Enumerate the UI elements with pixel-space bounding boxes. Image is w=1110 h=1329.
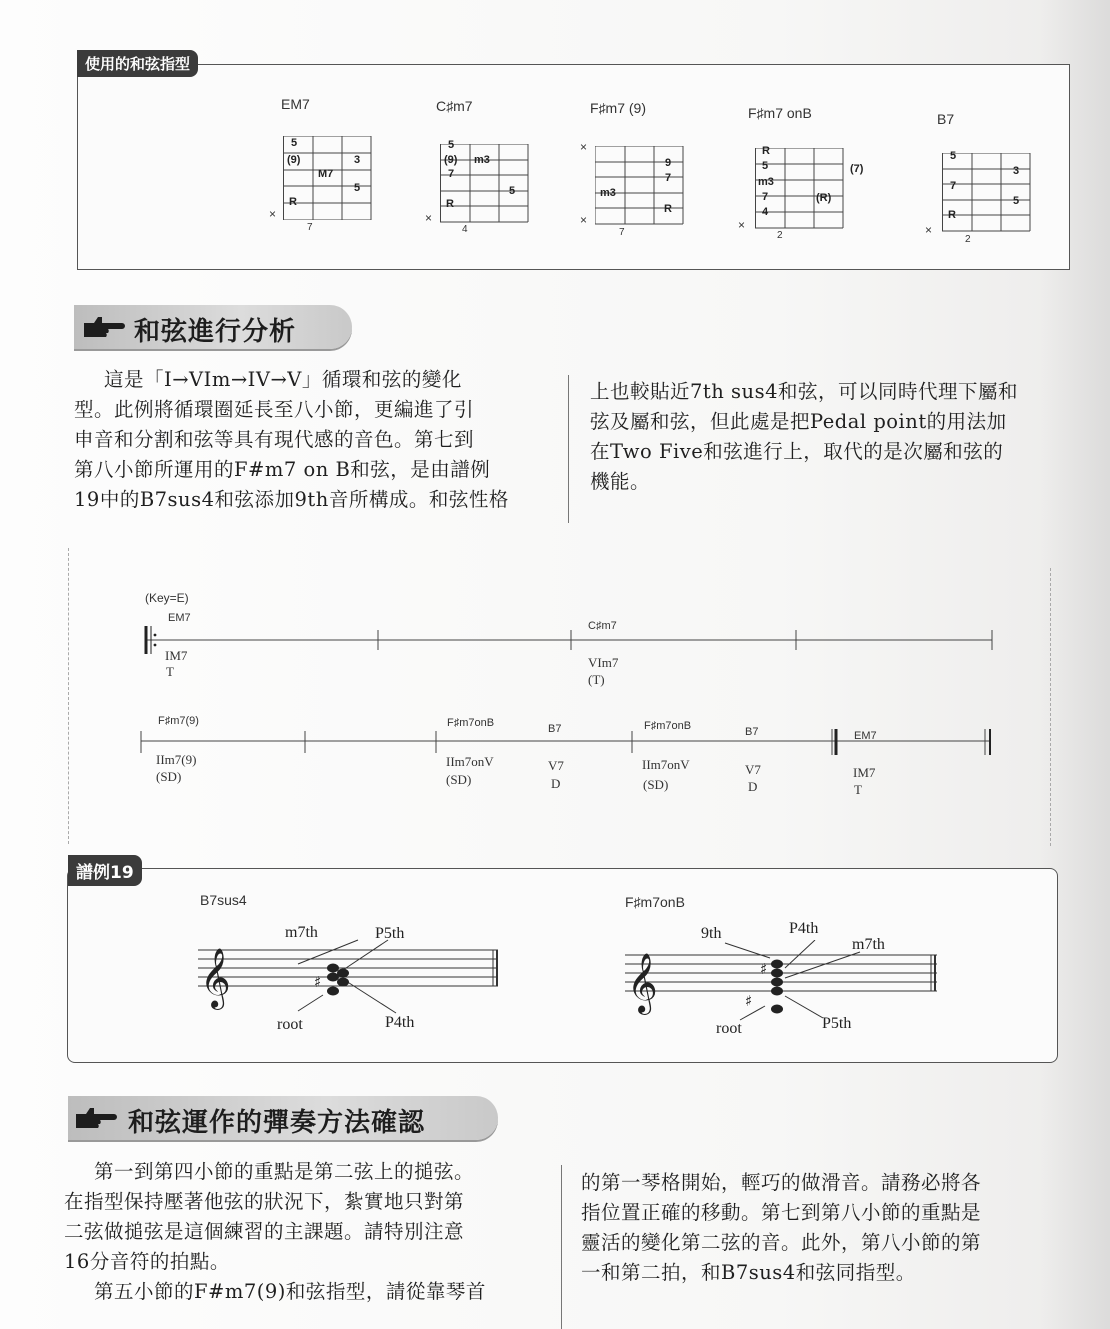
chord-symbol: B7 — [548, 723, 562, 735]
roman-numeral: IIm7(9) — [156, 752, 197, 767]
text-line: 在指型保持壓著他弦的狀況下，紮實地只對第 — [64, 1190, 465, 1213]
function-label: (SD) — [446, 772, 472, 787]
paragraph-right — [590, 377, 1018, 497]
roman-numeral: IIm7onV — [446, 754, 494, 769]
finger-mark: R — [762, 145, 770, 157]
finger-mark: 7 — [665, 172, 672, 184]
finger-mark: m3 — [758, 176, 774, 188]
interval-label: root — [277, 1016, 303, 1033]
roman-numeral: IIm7onV — [642, 757, 690, 772]
finger-mark: m3 — [600, 187, 616, 199]
finger-mark: (9) — [444, 154, 458, 166]
svg-text:𝄞: 𝄞 — [200, 948, 231, 1008]
mute-mark: × — [580, 213, 588, 227]
text-line: 機能。 — [590, 470, 651, 493]
text-line: 第五小節的F#m7(9)和弦指型，請從靠琴首 — [94, 1280, 486, 1303]
fret-number: 7 — [307, 222, 313, 233]
text-line: 一和第二拍，和B7sus4和弦同指型。 — [581, 1261, 916, 1284]
chord-forms-box — [77, 64, 1070, 270]
interval-label: root — [716, 1020, 742, 1037]
key-label: (Key=E) — [145, 591, 189, 605]
text-line: 19中的B7sus4和弦添加9th音所構成。和弦性格 — [74, 488, 509, 511]
text-line: 這是「I→VIm→IV→V」循環和弦的變化 — [104, 368, 462, 391]
finger-mark: (9) — [287, 154, 301, 166]
finger-mark: M7 — [318, 168, 334, 180]
paragraph-left — [74, 365, 509, 515]
finger-mark: 5 — [762, 160, 769, 172]
fret-number: 2 — [777, 230, 783, 241]
staff-right — [625, 940, 945, 1024]
roman-numeral: VIm7 — [588, 655, 619, 670]
svg-text:♯: ♯ — [314, 973, 322, 991]
fret-number: 2 — [965, 234, 971, 245]
finger-mark: (R) — [816, 192, 832, 204]
finger-mark: 5 — [950, 150, 957, 162]
text-line: 型。此例將循環圈延長至八小節，更編進了引 — [74, 398, 475, 421]
function-label: D — [551, 776, 561, 791]
interval-label: 9th — [701, 925, 722, 942]
interval-label: P4th — [789, 920, 819, 937]
finger-mark: R — [664, 203, 672, 215]
text-line: 二弦做搥弦是這個練習的主課題。請特別注意 — [64, 1220, 465, 1243]
mute-mark: × — [425, 211, 433, 225]
function-label: D — [748, 779, 758, 794]
chord-name: F♯m7 onB — [748, 105, 812, 121]
chord-symbol: C♯m7 — [588, 620, 617, 632]
finger-mark: 3 — [354, 154, 361, 166]
frame-line — [1050, 568, 1051, 846]
example-label: 譜例19 — [68, 855, 142, 886]
roman-numeral: V7 — [548, 758, 564, 773]
finger-mark: 5 — [448, 139, 455, 151]
finger-mark: 5 — [291, 137, 298, 149]
chord-forms-label: 使用的和弦指型 — [77, 50, 198, 77]
chord-symbol: F♯m7(9) — [158, 715, 199, 727]
column-divider — [561, 1165, 562, 1329]
roman-numeral: IM7 — [165, 648, 188, 663]
finger-mark: 5 — [354, 182, 361, 194]
staff-left — [198, 935, 508, 1015]
frame-line — [68, 548, 69, 844]
svg-text:♯: ♯ — [760, 960, 768, 978]
text-line: 在Two Five和弦進行上，取代的是次屬和弦的 — [590, 440, 1004, 463]
finger-mark: 5 — [509, 185, 516, 197]
text-line: 上也較貼近7th sus4和弦，可以同時代理下屬和 — [590, 380, 1018, 403]
svg-text:♯: ♯ — [745, 992, 753, 1010]
chord-symbol: EM7 — [854, 730, 877, 742]
text-line: 的第一琴格開始，輕巧的做滑音。請務必將各 — [581, 1171, 982, 1194]
chord-symbol: EM7 — [168, 612, 191, 624]
chord-name: B7 — [937, 111, 955, 127]
interval-label: P4th — [385, 1014, 415, 1031]
interval-label: P5th — [375, 925, 405, 942]
finger-mark: (7) — [850, 163, 864, 175]
text-line: 第八小節所運用的F#m7 on B和弦，是由譜例 — [74, 458, 491, 481]
interval-label: m7th — [285, 924, 318, 941]
chord-name: EM7 — [281, 96, 310, 112]
finger-mark: 4 — [762, 206, 769, 218]
function-label: T — [854, 782, 862, 797]
column-divider — [568, 375, 569, 523]
pointing-hand-icon — [82, 313, 126, 341]
svg-text:𝄞: 𝄞 — [627, 953, 658, 1013]
fret-number: 7 — [619, 227, 625, 238]
finger-mark: 9 — [665, 157, 672, 169]
text-line: 申音和分割和弦等具有現代感的音色。第七到 — [74, 428, 475, 451]
finger-mark: R — [446, 198, 454, 210]
pointing-hand-icon — [74, 1104, 118, 1132]
text-line: 靈活的變化第二弦的音。此外，第八小節的第 — [581, 1231, 982, 1254]
finger-mark: R — [948, 209, 956, 221]
chord-name: F♯m7 (9) — [590, 100, 646, 116]
text-line: 第一到第四小節的重點是第二弦上的搥弦。 — [94, 1160, 475, 1183]
section-title: 和弦進行分析 — [134, 317, 297, 347]
finger-mark: 7 — [762, 191, 769, 203]
finger-mark: m3 — [474, 154, 490, 166]
fretboard-grid — [755, 145, 845, 230]
section-title: 和弦運作的彈奏方法確認 — [128, 1108, 426, 1138]
finger-mark: 7 — [950, 180, 957, 192]
chord-symbol: F♯m7onB — [625, 894, 685, 910]
chord-symbol: F♯m7onB — [447, 717, 495, 729]
chord-symbol: F♯m7onB — [644, 720, 692, 732]
roman-numeral: IM7 — [853, 765, 876, 780]
chord-name: C♯m7 — [436, 98, 473, 114]
paragraph-right — [581, 1168, 981, 1288]
fret-number: 4 — [462, 224, 468, 235]
function-label: (T) — [588, 672, 605, 687]
function-label: (SD) — [156, 769, 182, 784]
interval-label: m7th — [852, 936, 885, 953]
mute-mark: × — [580, 140, 588, 154]
paragraph-left — [64, 1157, 486, 1307]
text-line: 16分音符的拍點。 — [64, 1250, 230, 1273]
interval-label: P5th — [822, 1015, 852, 1032]
chord-symbol: B7sus4 — [200, 892, 247, 908]
mute-mark: × — [925, 223, 933, 237]
function-label: (SD) — [643, 777, 669, 792]
finger-mark: 3 — [1013, 165, 1020, 177]
text-line: 指位置正確的移動。第七到第八小節的重點是 — [581, 1201, 982, 1224]
mute-mark: × — [269, 207, 277, 221]
roman-numeral: V7 — [745, 762, 761, 777]
mute-mark: × — [738, 218, 746, 232]
function-label: T — [166, 664, 174, 679]
chord-symbol: B7 — [745, 726, 759, 738]
text-line: 弦及屬和弦，但此處是把Pedal point的用法加 — [590, 410, 1007, 433]
finger-mark: 7 — [448, 168, 455, 180]
finger-mark: 5 — [1013, 195, 1020, 207]
finger-mark: R — [289, 196, 297, 208]
